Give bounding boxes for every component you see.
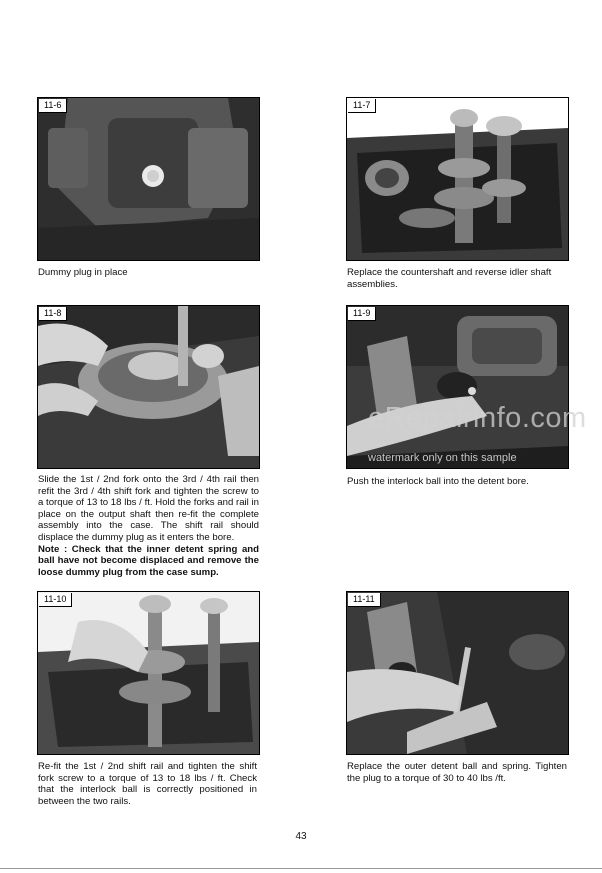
caption-11-10: Re-fit the 1st / 2nd shift rail and tighten the shift fork screw to a torque of 13 to 18 lbs / ft. Check that the interlock ball is correctly positioned in between the two rails. — [38, 761, 257, 807]
watermark: eRepairinfo.com — [368, 402, 587, 434]
photo-11-11 — [346, 591, 569, 755]
figure-tag: 11-8 — [39, 307, 67, 321]
photo-11-10 — [37, 591, 260, 755]
caption-11-8 — [38, 474, 259, 578]
watermark-subtext: watermark only on this sample — [368, 452, 517, 464]
caption-11-9: Push the interlock ball into the detent bore. — [347, 476, 529, 487]
photo-11-8 — [37, 305, 260, 469]
caption-11-6: Dummy plug in place — [38, 267, 128, 278]
bottom-rule — [0, 868, 602, 869]
figure-tag: 11-11 — [348, 593, 381, 607]
caption-11-11 — [347, 761, 567, 784]
photo-11-7 — [346, 97, 569, 261]
caption-text: Slide the 1st / 2nd fork onto the 3rd / 4th rail then refit the 3rd / 4th shift fork and tighten the screw to a torque of 13 to 18 lbs / ft. Hold the forks and rail in place on the output shaft then re-fit the complete assembly into the case. The shift rail should displace the dummy plug as it enters the bore. — [38, 474, 259, 543]
figure-tag: 11-10 — [39, 593, 72, 607]
caption-text: Replace the outer detent ball and spring. Tighten the plug to a torque of 30 to 40 lbs /ft. — [347, 761, 567, 784]
page-number: 43 — [295, 831, 307, 842]
figure-tag: 11-6 — [39, 99, 67, 113]
photo-11-6 — [37, 97, 260, 261]
photo-11-9 — [346, 305, 569, 469]
figure-tag: 11-9 — [348, 307, 376, 321]
caption-11-7: Replace the countershaft and reverse idler shaft assemblies. — [347, 267, 552, 290]
caption-note: Note : Check that the inner detent spring and ball have not become displaced and remove the loose dummy plug from the case sump. — [38, 543, 259, 578]
figure-tag: 11-7 — [348, 99, 376, 113]
